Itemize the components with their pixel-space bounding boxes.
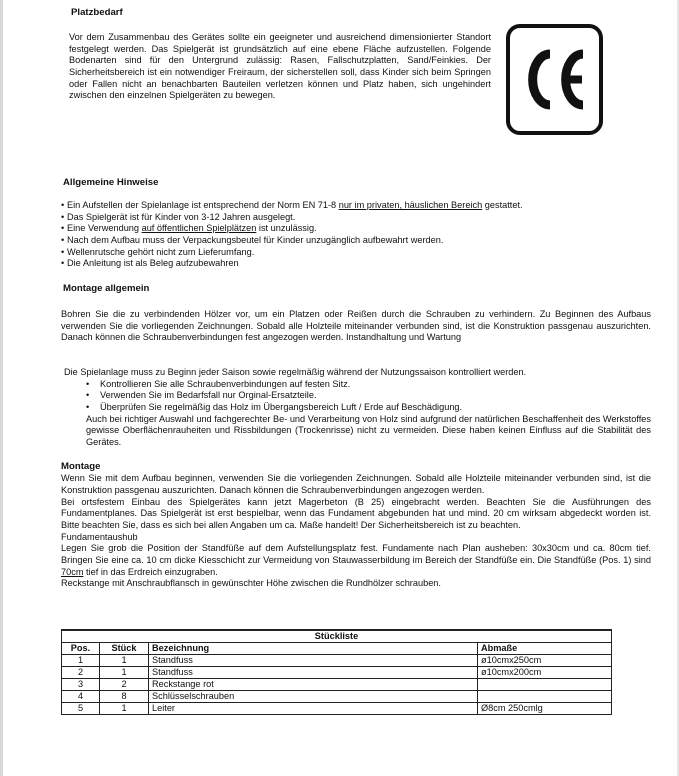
column-header: Bezeichnung bbox=[149, 643, 478, 655]
parts-list-table bbox=[61, 629, 612, 715]
table-cell bbox=[478, 691, 612, 703]
underlined-text: 70cm bbox=[61, 566, 84, 577]
underlined-text: nur im privaten, häuslichen Bereich bbox=[338, 200, 483, 210]
list-item: • Nach dem Aufbau muss der Verpackungsbeutel für Kinder unzugänglich aufbewahrt werden. bbox=[61, 235, 444, 246]
table-row bbox=[62, 703, 612, 715]
column-header: Abmaße bbox=[478, 643, 612, 655]
table-row bbox=[62, 679, 612, 691]
table-cell: 5 bbox=[62, 703, 100, 715]
assembly-text-3: Legen Sie grob die Position der Standfüße auf dem Aufstellungsplatz fest. Fundamente nach Plan ausheben: 30x30cm und ca. 80cm tief. Bringen Sie eine ca. 10 cm dicke Kiesschicht zur Vermeidung von Stauwasserbildung im Bereich der Standfüße ein. Die Standfüße (Pos. 1) sind 70cm tief in das Erdreich einzugraben. bbox=[61, 543, 651, 577]
table-cell: 2 bbox=[62, 667, 100, 679]
heading-platzbedarf: Platzbedarf bbox=[71, 7, 123, 18]
table-cell: 3 bbox=[62, 679, 100, 691]
table-row bbox=[62, 691, 612, 703]
table-cell: 1 bbox=[100, 703, 149, 715]
assembly-text-2: Bei ortsfestem Einbau des Spielgerätes kann jetzt Magerbeton (B 25) eingebracht werden. Beachten Sie die Ausführungen des Fundamentplanes. Das Spielgerät ist erst bespielbar, wenn das Fundament abgebunden hat und mind. 20 cm wirksam abgedeckt worden ist. Bitte beachten Sie, dass es sich bei allen Angaben um ca. Maße handelt! Der Sicherheitsbereich ist zu beachten. bbox=[61, 496, 651, 530]
column-header: Stück bbox=[100, 643, 149, 655]
general-notes-list bbox=[61, 200, 651, 270]
table-cell: 2 bbox=[100, 679, 149, 691]
maintenance-intro: Die Spielanlage muss zu Beginn jeder Saison sowie regelmäßig während der Nutzungssaison kontrolliert werden. bbox=[64, 367, 527, 377]
underlined-text: auf öffentlichen Spielplätzen bbox=[141, 223, 257, 234]
maintenance-section bbox=[61, 367, 651, 449]
table-cell: 4 bbox=[62, 691, 100, 703]
table-cell: Ø8cm 250cmlg bbox=[478, 703, 612, 715]
table-header-row bbox=[62, 643, 612, 655]
assembly-general-text: Bohren Sie die zu verbindenden Hölzer vor, um ein Platzen oder Reißen durch die Schrauben zu verhindern. Zu Beginnen des Aufbaus verwenden Sie die vorliegenden Zeichnungen. Sobald alle Holzteile miteinander verbunden sind, ist die Konstruktion passgenau auszurichten. Danach können die Schraubenverbindungen fest angezogen werden. Instandhaltung und Wartung bbox=[61, 309, 651, 343]
list-item: • Die Anleitung ist als Beleg aufzubewahren bbox=[61, 258, 239, 269]
table-cell: 1 bbox=[100, 667, 149, 679]
list-item: • Wellenrutsche gehört nicht zum Lieferumfang. bbox=[61, 246, 255, 257]
table-cell: Leiter bbox=[149, 703, 478, 715]
list-item: • Verwenden Sie im Bedarfsfall nur Orginal-Ersatzteile. bbox=[86, 390, 317, 401]
table-cell: ø10cmx200cm bbox=[478, 667, 612, 679]
subheading-foundation: Fundamentaushub bbox=[61, 531, 138, 542]
column-header: Pos. bbox=[62, 643, 100, 655]
space-requirements-text: Vor dem Zusammenbau des Gerätes sollte ein geeigneter und ausreichend dimensionierter Standort festgelegt werden. Das Spielgerät ist grundsätzlich auf eine ebene Fläche aufzustellen. Folgende Bodenarten sind für den Untergrund zulässig: Rasen, Fallschutzplatten, Sand/Feinkies. Der Sicherheitsbereich ist ein notwendiger Freiraum, der sicherstellen soll, dass Kinder sich beim Springen oder Fallen nicht an benachbarten Bauteilen verletzen können und Platz haben, sich ungehindert zwischen den einzelnen Spielgeräten zu bewegen. bbox=[69, 32, 491, 101]
bullet-icon: • bbox=[61, 246, 65, 257]
heading-assembly: Montage bbox=[61, 461, 101, 472]
assembly-text-1: Wenn Sie mit dem Aufbau beginnen, verwenden Sie die vorliegenden Zeichnungen. Sobald alle Holzteile miteinander verbunden sind, ist die Konstruktion passgenau auszurichten. Danach können die Schraubenverbindungen angezogen werden. bbox=[61, 473, 651, 495]
ce-mark-logo bbox=[506, 24, 603, 135]
table-cell: Schlüsselschrauben bbox=[149, 691, 478, 703]
bullet-icon: • bbox=[61, 258, 65, 269]
bullet-icon: • bbox=[86, 390, 90, 401]
bullet-icon: • bbox=[61, 200, 65, 210]
list-item: • Das Spielgerät ist für Kinder von 3-12 Jahren ausgelegt. bbox=[61, 211, 296, 222]
ce-mark-icon bbox=[510, 28, 599, 131]
table-cell: 1 bbox=[62, 655, 100, 667]
table-cell: Standfuss bbox=[149, 655, 478, 667]
bullet-icon: • bbox=[61, 235, 65, 246]
assembly-section bbox=[61, 461, 651, 590]
bullet-icon: • bbox=[61, 211, 65, 222]
table-cell: Reckstange rot bbox=[149, 679, 478, 691]
assembly-text-4: Reckstange mit Anschraubflansch in gewünschter Höhe zwischen die Rundhölzer schrauben. bbox=[61, 578, 441, 589]
table-row bbox=[62, 655, 612, 667]
heading-assembly-general: Montage allgemein bbox=[63, 283, 150, 294]
table-cell: Standfuss bbox=[149, 667, 478, 679]
table-cell bbox=[478, 679, 612, 691]
list-item: • Kontrollieren Sie alle Schraubenverbindungen auf festen Sitz. bbox=[86, 378, 351, 389]
bullet-icon: • bbox=[61, 223, 65, 234]
wood-note: Auch bei richtiger Auswahl und fachgerechter Be- und Verarbeitung von Holz sind aufgrund der natürlichen Beschaffenheit des Werkstoffes gewisse Oberflächenrauheiten und Rissbildungen (Trockenrisse) nicht zu vermeiden. Diese haben keinen Einfluss auf die Stabilität des Gerätes. bbox=[86, 413, 651, 448]
heading-general-notes: Allgemeine Hinweise bbox=[63, 177, 159, 188]
table-cell: 1 bbox=[100, 655, 149, 667]
page-left-edge bbox=[0, 0, 3, 776]
bullet-icon: • bbox=[86, 378, 90, 389]
table-cell: 8 bbox=[100, 691, 149, 703]
parts-list-caption: Stückliste bbox=[62, 630, 612, 643]
table-cell: ø10cmx250cm bbox=[478, 655, 612, 667]
table-row bbox=[62, 667, 612, 679]
bullet-icon: • bbox=[86, 402, 90, 413]
list-item: • Eine Verwendung auf öffentlichen Spielplätzen ist unzulässig. bbox=[61, 223, 317, 234]
list-item: • Überprüfen Sie regelmäßig das Holz im Übergangsbereich Luft / Erde auf Beschädigung. bbox=[86, 402, 463, 413]
list-item: • Ein Aufstellen der Spielanlage ist entsprechend der Norm EN 71-8 nur im privaten, häuslichen Bereich gestattet. bbox=[61, 200, 523, 210]
